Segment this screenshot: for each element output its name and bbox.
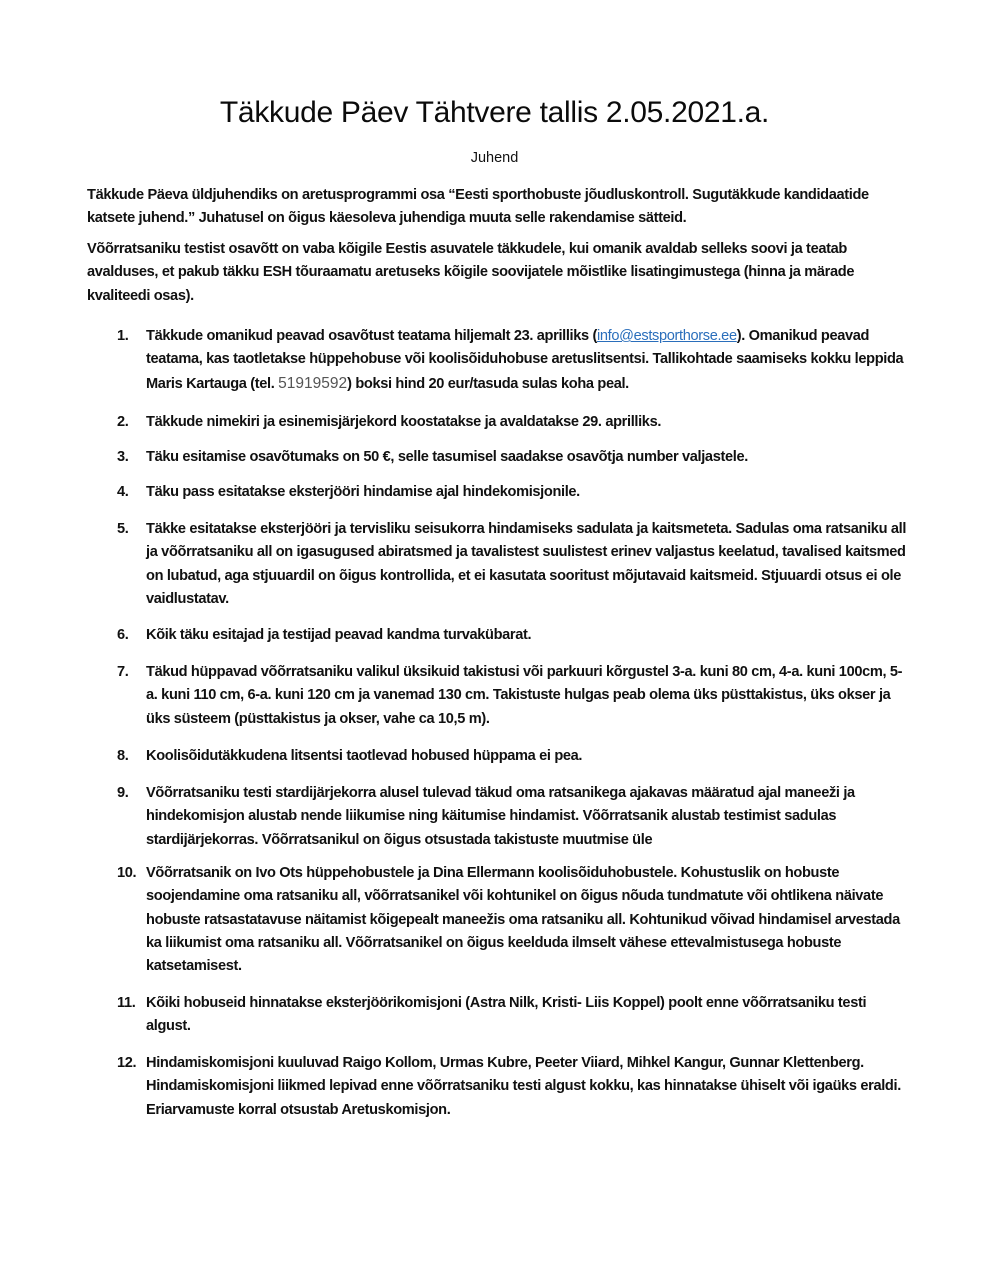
list-item-5 (117, 518, 909, 611)
intro-paragraph-1: Täkkude Päeva üldjuhendiks on aretusprogrammi osa “Eesti sporthobuste jõudluskontroll. Sugutäkkude kandidaatide katsete juhend.” Juhatusel on õigus käesoleva juhendiga muuta selle rakendamise sätteid. (87, 187, 869, 227)
email-link[interactable]: info@estsporthorse.ee (597, 328, 737, 344)
list-item-text: Koolisõidutäkkudena litsentsi taotlevad hobused hüppama ei pea. (146, 748, 583, 764)
document-subtitle: Juhend (470, 150, 519, 166)
item1-text-middle: ). Omanikud peavad teatama, kas taotletakse hüppehobuse või koolisõiduhobuse aretuslitsentsi. Tallikohtade saamiseks kokku leppida Maris Kartauga (tel. (146, 328, 904, 392)
list-item-number: 7. (117, 664, 129, 680)
list-item-text: Võõrratsaniku testi stardijärjekorra alusel tulevad täkud oma ratsanikega ajakavas määratud ajal maneeži ja hindekomisjon alustab nende liikumise ning käitumise hindamist. Võõrratsanik alustab testimist sadulas stardijärjekorras. Võõrratsanikul on õigus otsustada takistuste muutmise üle (146, 785, 855, 848)
list-item-text (146, 325, 909, 396)
list-item-1 (117, 325, 909, 396)
item1-text-end: ) boksi hind 20 eur/tasuda sulas koha peal. (347, 375, 629, 392)
list-item-3 (117, 446, 909, 469)
list-item-text: Kõik täku esitajad ja testijad peavad kandma turvakübarat. (146, 627, 532, 643)
list-item-text: Hindamiskomisjoni kuuluvad Raigo Kollom, Urmas Kubre, Peeter Viiard, Mihkel Kangur, Gunnar Klettenberg. Hindamiskomisjoni liikmed lepivad enne võõrratsaniku testi algust kokku, kas hinnatakse ühiselt või igaüks eraldi. Eriarvamuste korral otsustab Aretuskomisjon. (146, 1055, 901, 1118)
list-item-7 (117, 661, 909, 731)
list-item-number: 2. (117, 414, 129, 430)
list-item-number: 1. (117, 328, 129, 344)
list-item-4 (117, 481, 909, 504)
list-item-number: 6. (117, 627, 129, 643)
list-item-number: 11. (117, 995, 136, 1011)
list-item-text: Võõrratsanik on Ivo Ots hüppehobustele ja Dina Ellermann koolisõiduhobustele. Kohustuslik on hobuste soojendamine oma ratsaniku all, võõrratsanikel või kohtunikel on õigus nõuda tundmatute või ohtlikena näivate hobuste ratsastatavuse näitamist kõigepealt maneežis oma ratsaniku all. Kohtunikud võivad hindamisel arvestada ka liikumist oma ratsaniku all. Võõrratsanikel on õigus keelduda ilmselt vähese ettevalmistusega hobuste katsetamisest. (146, 865, 900, 975)
intro-paragraph-2: Võõrratsaniku testist osavõtt on vaba kõigile Eestis asuvatele täkkudele, kui omanik avaldab selleks soovi ja teatab avalduses, et pakub täkku ESH tõuraamatu aretuseks kõigile soovijatele mõistlike lisatingimustega (hinna ja märade kvaliteedi osas). (87, 241, 855, 304)
list-item-8 (117, 745, 909, 768)
document-title: Täkkude Päev Tähtvere tallis 2.05.2021.a. (219, 96, 770, 129)
list-item-text: Kõiki hobuseid hinnatakse eksterjöörikomisjoni (Astra Nilk, Kristi- Liis Koppel) poolt enne võõrratsaniku testi algust. (146, 995, 867, 1035)
list-item-number: 3. (117, 449, 129, 465)
list-item-number: 8. (117, 748, 129, 764)
list-item-number: 5. (117, 521, 129, 537)
item1-text-start: Täkkude omanikud peavad osavõtust teatama hiljemalt 23. aprilliks ( (146, 328, 598, 344)
list-item-10 (117, 862, 909, 978)
list-item-11 (117, 992, 909, 1039)
list-item-number: 9. (117, 785, 129, 801)
list-item-text: Täkke esitatakse eksterjööri ja tervisliku seisukorra hindamiseks sadulata ja kaitsmeteta. Sadulas oma ratsaniku all ja võõrratsaniku all on igasugused abiratsmed ja tavalistest suulistest erinev valjastus keelatud, tavalised kaitsmed on lubatud, aga stjuuardil on õigus kontrollida, et ei kasutata sooritust mõjutavaid kaitsmeid. Stjuuardi otsus ei ole vaidlustatav. (146, 521, 907, 607)
list-item-text: Täkkude nimekiri ja esinemisjärjekord koostatakse ja avaldatakse 29. aprilliks. (146, 414, 662, 430)
list-item-text: Täku esitamise osavõtumaks on 50 €, selle tasumisel saadakse osavõtja number valjastele. (146, 449, 748, 465)
list-item-text: Täku pass esitatakse eksterjööri hindamise ajal hindekomisjonile. (146, 484, 580, 500)
list-item-number: 10. (117, 865, 137, 881)
list-item-6 (117, 624, 909, 647)
list-item-number: 4. (117, 484, 129, 500)
list-item-text: Täkud hüppavad võõrratsaniku valikul üksikuid takistusi või parkuuri kõrgustel 3-a. kuni 80 cm, 4-a. kuni 100cm, 5-a. kuni 110 cm, 6-a. kuni 120 cm ja vanemad 130 cm. Takistuste hulgas peab olema üks püsttakistus, üks okser ja üks süsteem (püsttakistus ja okser, vahe ca 10,5 m). (146, 664, 903, 727)
phone-number: 51919592 (278, 374, 348, 392)
list-item-12 (117, 1052, 909, 1122)
list-item-number: 12. (117, 1055, 137, 1071)
list-item-2 (117, 411, 909, 434)
list-item-9 (117, 782, 909, 852)
